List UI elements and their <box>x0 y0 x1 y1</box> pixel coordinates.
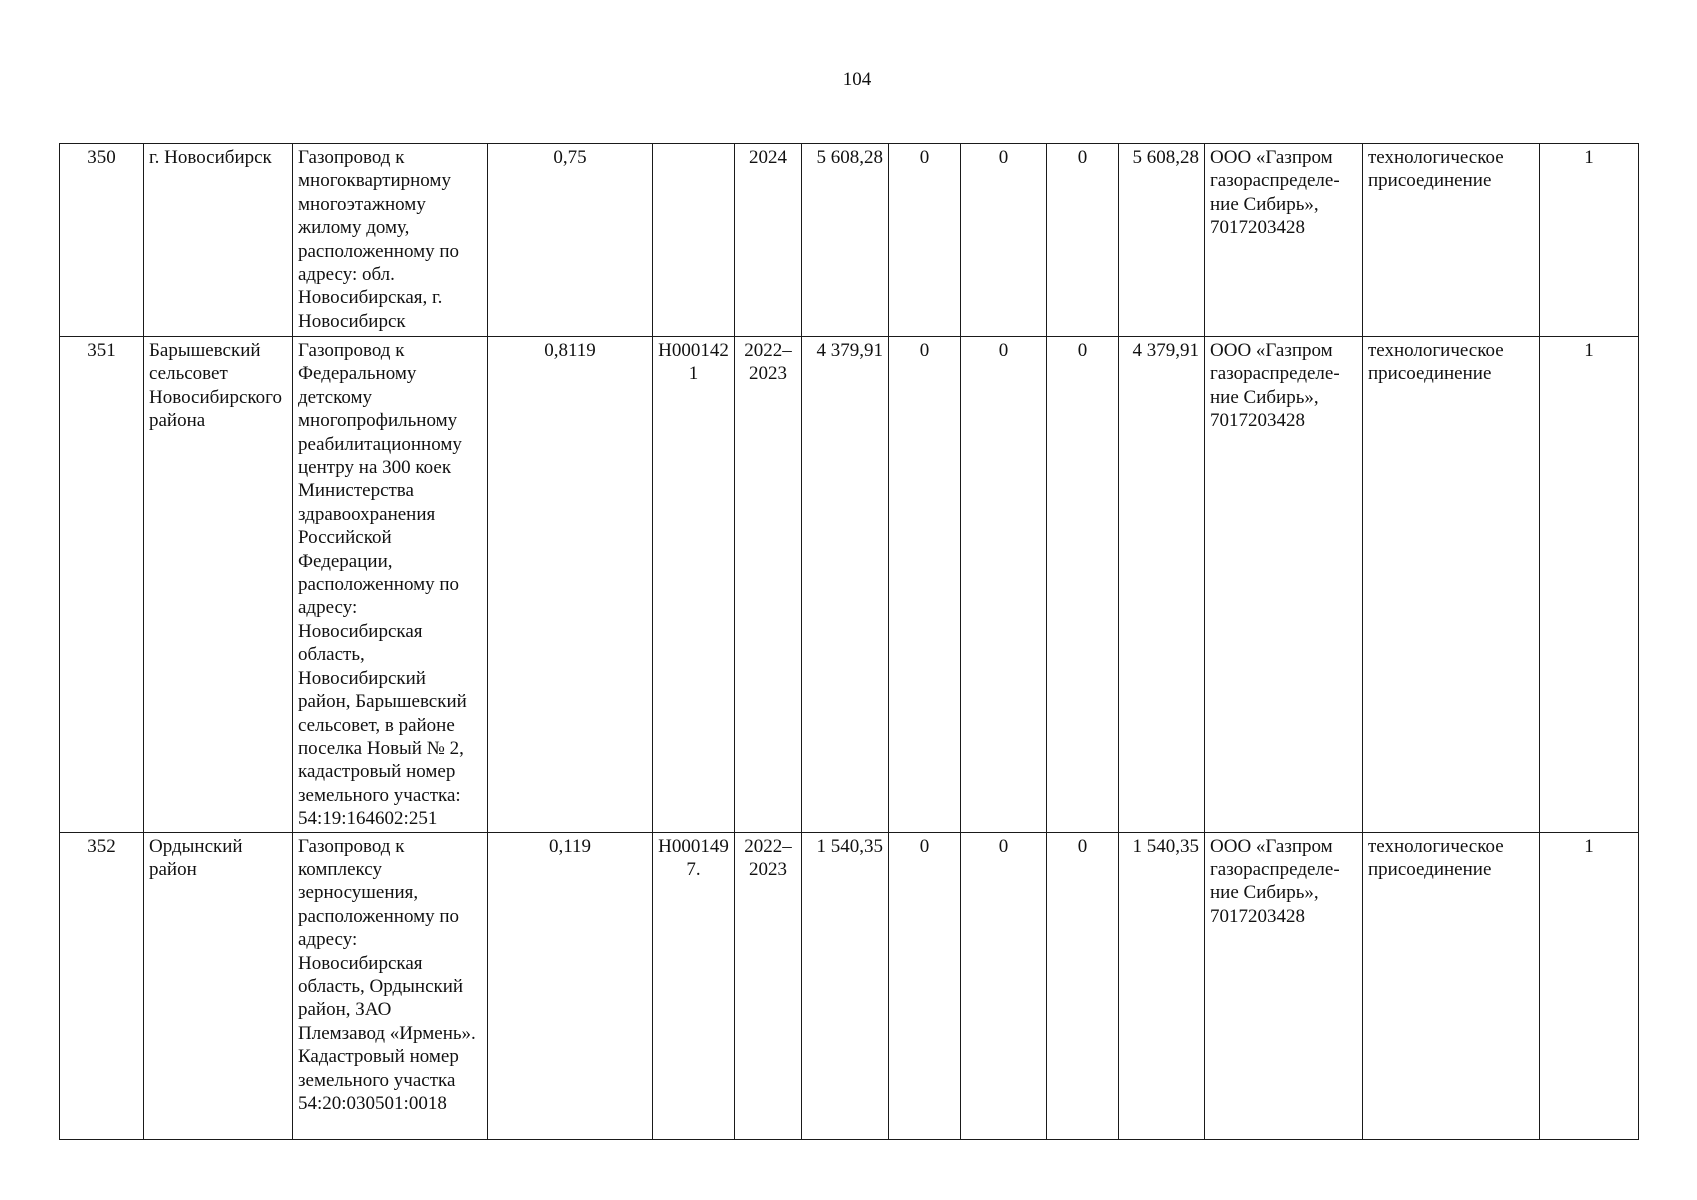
code-cell: Н000142 1 <box>653 337 735 833</box>
purpose-cell: технологическое присоединение <box>1363 144 1540 337</box>
organization-cell: ООО «Газпром газораспределе-ние Сибирь», 7017203428 <box>1205 337 1363 833</box>
purpose-cell: технологическое присоединение <box>1363 832 1540 1139</box>
value-cell-4: 5 608,28 <box>1119 144 1205 337</box>
object-description-cell: Газопровод к Федеральному детскому многопрофильному реабилитационному центру на 300 коек Министерства здравоохранения Российской Федерации, расположенному по адресу: Новосибирская область, Новосибирский район, Барышевский сельсовет, в районе поселка Новый № 2, кадастровый номер земельного участка: 54:19:164602:251 <box>293 337 488 833</box>
length-cell: 0,75 <box>488 144 653 337</box>
purpose-cell: технологическое присоединение <box>1363 337 1540 833</box>
value-cell-2: 0 <box>961 144 1047 337</box>
organization-cell: ООО «Газпром газораспределе-ние Сибирь», 7017203428 <box>1205 832 1363 1139</box>
period-cell: 2024 <box>735 144 802 337</box>
total-cost-cell: 4 379,91 <box>802 337 889 833</box>
code-cell: Н000149 7. <box>653 832 735 1139</box>
value-cell-1: 0 <box>889 144 961 337</box>
period-cell: 2022–2023 <box>735 337 802 833</box>
object-description-cell: Газопровод к многоквартирному многоэтажному жилому дому, расположенному по адресу: обл. Новосибирская, г. Новосибирск <box>293 144 488 337</box>
length-cell: 0,119 <box>488 832 653 1139</box>
table-row <box>60 144 1639 337</box>
municipality-cell: Ордынский район <box>144 832 293 1139</box>
total-cost-cell: 1 540,35 <box>802 832 889 1139</box>
length-cell: 0,8119 <box>488 337 653 833</box>
value-cell-4: 1 540,35 <box>1119 832 1205 1139</box>
count-cell: 1 <box>1540 144 1639 337</box>
value-cell-3: 0 <box>1047 144 1119 337</box>
table-row <box>60 337 1639 833</box>
object-description-cell: Газопровод к комплексу зерносушения, расположенному по адресу: Новосибирская область, Ордынский район, ЗАО Племзавод «Ирмень». Кадастровый номер земельного участка 54:20:030501:0018 <box>293 832 488 1139</box>
municipality-cell: г. Новосибирск <box>144 144 293 337</box>
value-cell-2: 0 <box>961 832 1047 1139</box>
table-row <box>60 832 1639 1139</box>
period-cell: 2022–2023 <box>735 832 802 1139</box>
row-number: 351 <box>60 337 144 833</box>
value-cell-2: 0 <box>961 337 1047 833</box>
value-cell-4: 4 379,91 <box>1119 337 1205 833</box>
value-cell-3: 0 <box>1047 337 1119 833</box>
row-number: 350 <box>60 144 144 337</box>
value-cell-1: 0 <box>889 832 961 1139</box>
count-cell: 1 <box>1540 832 1639 1139</box>
value-cell-1: 0 <box>889 337 961 833</box>
municipality-cell: Барышевский сельсовет Новосибирского района <box>144 337 293 833</box>
code-cell <box>653 144 735 337</box>
value-cell-3: 0 <box>1047 832 1119 1139</box>
gas-pipeline-table <box>59 143 1639 1140</box>
organization-cell: ООО «Газпром газораспределе-ние Сибирь», 7017203428 <box>1205 144 1363 337</box>
total-cost-cell: 5 608,28 <box>802 144 889 337</box>
row-number: 352 <box>60 832 144 1139</box>
count-cell: 1 <box>1540 337 1639 833</box>
page-number: 104 <box>842 69 872 90</box>
